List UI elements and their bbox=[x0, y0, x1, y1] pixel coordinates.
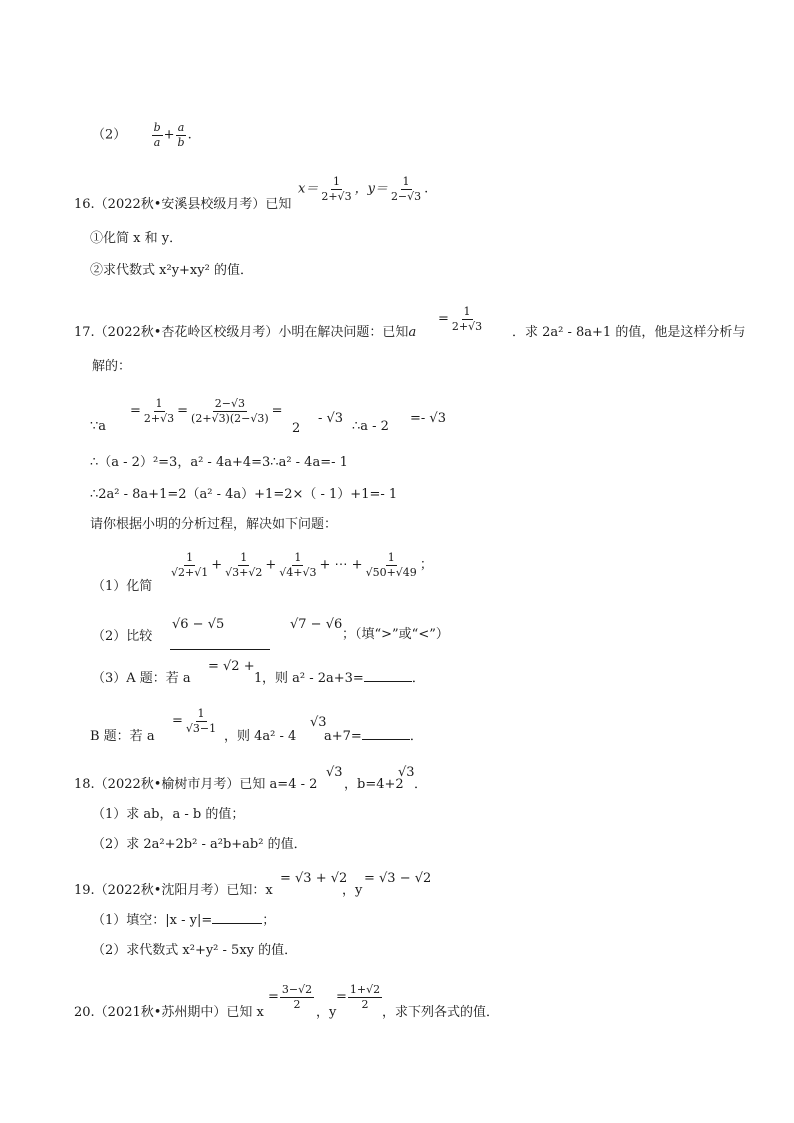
q17-partb-frac: $\frac{1}{√3-1}$ bbox=[185, 707, 217, 735]
q17-because bbox=[90, 420, 106, 433]
q17-part2-label: （2）比较 bbox=[92, 629, 153, 644]
q17-partb-label: B 题：若 a bbox=[90, 729, 155, 744]
q17-partb-value: = $\frac{1}{√3-1}$ bbox=[172, 707, 217, 735]
q18-sqrt3-b: √3 bbox=[398, 765, 415, 780]
q17-partb-mid bbox=[224, 730, 296, 743]
q15-part2-label: （2） bbox=[92, 127, 127, 143]
q19-part2 bbox=[92, 944, 297, 957]
q20-x-value: = $\frac{3-√2}{2}$ bbox=[268, 983, 313, 1011]
q17-part3-tail: ． bbox=[411, 671, 425, 686]
q18-header-mid bbox=[344, 778, 404, 791]
q16-header-text: 16.（2022秋•安溪县校级月考）已知 bbox=[74, 197, 292, 212]
q19-part1 bbox=[92, 914, 275, 927]
q17-part3-one: 1 bbox=[254, 671, 263, 686]
q17-minus-sqrt3-text: - √3 bbox=[318, 411, 344, 426]
q16-given-expr bbox=[298, 176, 428, 202]
q16-sub1-text: 化简 x 和 y． bbox=[103, 231, 183, 246]
q18-part2 bbox=[92, 838, 307, 851]
q17-therefore-text: ∴a - 2 bbox=[352, 419, 389, 434]
q19-header-mid bbox=[342, 884, 362, 897]
q17-part3-label: （3）A 题：若 a bbox=[92, 671, 191, 686]
q17-header-frac: = $\frac{1}{2+√3}$ bbox=[438, 305, 483, 333]
q19-y-value: = √3 − √2 bbox=[364, 871, 432, 886]
q17-minus-sqrt3 bbox=[318, 412, 343, 425]
q18-header-tail-text: ． bbox=[414, 777, 428, 792]
q17-because-text: ∵a bbox=[90, 419, 107, 434]
q16-frac-y: $\frac{1}{2-√3}$ bbox=[390, 175, 422, 203]
q17-partb-mid2-text: a+7= bbox=[324, 729, 362, 744]
q17-value-2: 2 bbox=[292, 421, 301, 436]
q17-partb-mid2 bbox=[324, 730, 423, 743]
q17-frac-1: $\frac{1}{2+√3}$ bbox=[143, 397, 175, 425]
q17-part2-left-expr: √6 − √5 bbox=[172, 617, 225, 632]
q18-header-text: 18.（2022秋•榆树市月考）已知 a=4 - 2 bbox=[74, 777, 318, 792]
q17-eq-neg-sqrt3 bbox=[410, 412, 446, 425]
q17-line4-text: ∴（a - 2）²=3，a² - 4a+4=3∴a² - 4a=- 1 bbox=[90, 455, 348, 470]
q17-part1-label-text: （1）化简 bbox=[92, 579, 153, 594]
q15-period: . bbox=[187, 127, 192, 143]
q17-partb bbox=[90, 730, 155, 743]
q20-header-mid-text: ，y bbox=[316, 1005, 337, 1020]
q18-header-tail bbox=[414, 778, 427, 791]
q19-x-value: = √3 + √2 bbox=[280, 871, 348, 886]
q17-header-tail-text: ．求 2a² - 8a+1 的值，他是这样分析与 bbox=[512, 325, 746, 340]
q19-part1-tail: ； bbox=[262, 913, 276, 928]
q17-partb-blank[interactable] bbox=[362, 739, 410, 740]
q17-header bbox=[74, 326, 416, 339]
q20-frac-x: $\frac{3-√2}{2}$ bbox=[281, 983, 313, 1011]
q20-header-mid bbox=[316, 1006, 336, 1019]
q19-part2-text: （2）求代数式 x²+y² - 5xy 的值． bbox=[92, 943, 298, 958]
q17-p1-dots: + ⋯ + bbox=[319, 557, 363, 573]
q17-header-text: 17.（2022秋•杏花岭区校级月考）小明在解决问题：已知 bbox=[74, 325, 409, 340]
q16-sub2-mark: ② bbox=[90, 263, 104, 278]
q20-header bbox=[74, 1006, 264, 1019]
q15-part2: （2） $\frac{b}{a}$ + $\frac{a}{b}$ . bbox=[92, 121, 192, 149]
q17-p1-term-last: $\frac{1}{√50+√49}$ bbox=[365, 551, 417, 579]
q17-part2 bbox=[92, 630, 152, 643]
q16-sub1 bbox=[90, 232, 182, 245]
q17-partb-sqrt3: √3 bbox=[310, 715, 327, 730]
q17-p1-tail: ； bbox=[419, 557, 433, 573]
q17-line6-text: 请你根据小明的分析过程，解决如下问题： bbox=[90, 517, 338, 532]
q20-header-text: 20.（2021秋•苏州期中）已知 x bbox=[74, 1005, 264, 1020]
q17-eq-neg-sqrt3-text: =- √3 bbox=[410, 411, 446, 426]
q16-header bbox=[74, 198, 291, 211]
q17-part3-mid-text: ，则 a² - 2a+3= bbox=[262, 671, 364, 686]
q17-line2-text: 解的： bbox=[92, 359, 132, 374]
q17-part3-mid bbox=[262, 672, 425, 685]
q20-frac-y: $\frac{1+√2}{2}$ bbox=[349, 983, 381, 1011]
q17-part3-blank[interactable] bbox=[364, 681, 412, 682]
q16-sub1-mark: ① bbox=[90, 231, 104, 246]
q16-y-eq: ，y＝ bbox=[354, 181, 388, 197]
q15-frac-b-over-a: $\frac{b}{a}$ bbox=[153, 121, 161, 149]
q17-line5 bbox=[90, 488, 397, 501]
q17-header-a: a bbox=[408, 325, 417, 340]
q17-line4 bbox=[90, 456, 348, 469]
q15-frac-a-over-b: $\frac{a}{b}$ bbox=[177, 121, 185, 149]
q17-given-frac: $\frac{1}{2+√3}$ bbox=[451, 305, 483, 333]
q19-header-mid-text: ，y bbox=[342, 883, 363, 898]
q17-part2-tail-text: ；（填“>”或“<”） bbox=[342, 627, 449, 642]
q18-part2-text: （2）求 2a²+2b² - a²b+ab² 的值． bbox=[92, 837, 307, 852]
q17-part2-tail bbox=[342, 628, 449, 641]
q17-part1-label bbox=[92, 580, 152, 593]
q16-sub2 bbox=[90, 264, 253, 277]
q17-partb-tail: ． bbox=[409, 729, 423, 744]
q17-part2-right-expr: √7 − √6 bbox=[290, 617, 343, 632]
q17-part3 bbox=[92, 672, 191, 685]
q17-therefore bbox=[352, 420, 389, 433]
q19-header-text: 19.（2022秋•沈阳月考）已知：x bbox=[74, 883, 273, 898]
q18-header bbox=[74, 778, 317, 791]
q17-part1-sum: $\frac{1}{√2+√1}$ + $\frac{1}{√3+√2}$ + $\frac{1}{√4+√3}$ + ⋯ + $\frac{1}{√50+√49}$ ； bbox=[171, 551, 433, 579]
q20-y-value: = $\frac{1+√2}{2}$ bbox=[336, 983, 381, 1011]
q18-part1-text: （1）求 ab，a - b 的值； bbox=[92, 807, 245, 822]
q17-p1-term-1: $\frac{1}{√2+√1}$ bbox=[171, 551, 209, 579]
q17-partb-mid-text: ，则 4a² - 4 bbox=[224, 729, 297, 744]
q17-rationalize: = $\frac{1}{2+√3}$ = $\frac{2-√3}{(2+√3)(2-√3)}$ = bbox=[130, 397, 283, 425]
q16-frac-x: $\frac{1}{2+√3}$ bbox=[321, 175, 352, 203]
q18-header-mid-text: ，b=4+2 bbox=[344, 777, 404, 792]
q17-p1-term-3: $\frac{1}{√4+√3}$ bbox=[279, 551, 317, 579]
q16-tail: . bbox=[424, 181, 429, 197]
q17-line2 bbox=[92, 360, 131, 373]
q16-x-eq: x＝ bbox=[298, 181, 319, 197]
q17-p1-term-2: $\frac{1}{√3+√2}$ bbox=[225, 551, 263, 579]
q17-line5-text: ∴2a² - 8a+1=2（a² - 4a）+1=2×（ - 1）+1=- 1 bbox=[90, 487, 398, 502]
q20-header-tail-text: ，求下列各式的值． bbox=[382, 1005, 500, 1020]
q17-line6 bbox=[90, 518, 337, 531]
q19-header bbox=[74, 884, 273, 897]
q19-part1-blank[interactable] bbox=[212, 923, 262, 924]
q17-frac-2: $\frac{2-√3}{(2+√3)(2-√3)}$ bbox=[191, 397, 269, 425]
q16-sub2-text: 求代数式 x²y+xy² 的值． bbox=[103, 263, 253, 278]
q19-part1-label: （1）填空：|x - y|= bbox=[92, 913, 213, 928]
q17-part3-value: = √2 + bbox=[208, 659, 255, 674]
q17-part2-blank[interactable] bbox=[170, 640, 270, 653]
q17-header-tail bbox=[512, 326, 745, 339]
q20-header-tail bbox=[382, 1006, 499, 1019]
q18-sqrt3-a: √3 bbox=[326, 765, 343, 780]
q18-part1 bbox=[92, 808, 244, 821]
